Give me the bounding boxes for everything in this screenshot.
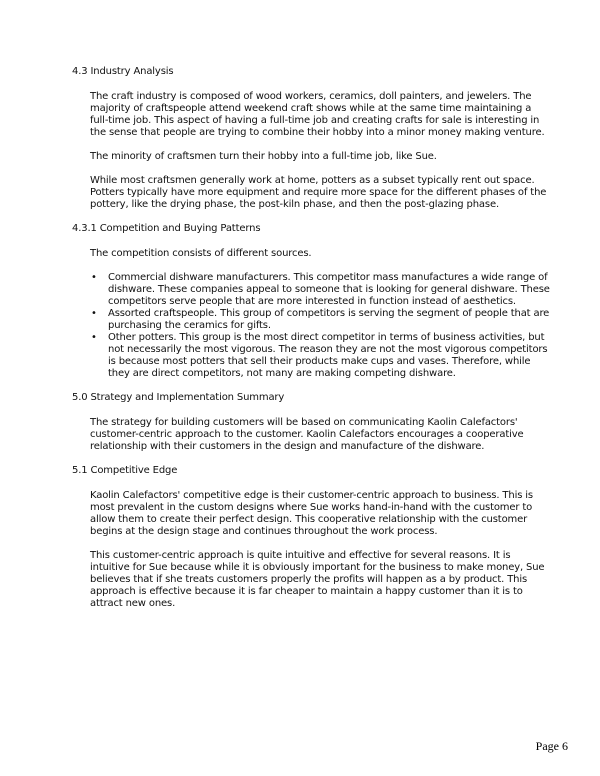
section-strategy-implementation: [72, 392, 552, 453]
section-body: [90, 490, 552, 610]
page-number: Page 6: [535, 739, 568, 753]
section-heading: 4.3.1 Competition and Buying Patterns: [72, 223, 261, 234]
list-item-text: Assorted craftspeople. This group of competitors is serving the segment of people that are purchasing the ceramics for gifts.: [108, 308, 550, 331]
paragraph: The minority of craftsmen turn their hobby into a full-time job, like Sue.: [90, 151, 437, 162]
paragraph: Kaolin Calefactors' competitive edge is their customer-centric approach to business. This is most prevalent in the custom designs where Sue works hand-in-hand with the customer to allow them to create their perfect design. This cooperative relationship with the customer begins at the design stage and continues throughout the work process.: [90, 490, 533, 537]
list-item: [90, 308, 552, 332]
list-item-text: Other potters. This group is the most direct competitor in terms of business activities, but not necessarily the most vigorous. The reason they are not the most vigorous competitors is because most potters that sell their products make cups and vases. Therefore, while they are direct competitors, not many are making competing dishware.: [108, 332, 548, 379]
competitor-list: [90, 272, 552, 380]
section-competitive-edge: [72, 465, 552, 610]
section-body: [90, 417, 552, 453]
section-heading: 4.3 Industry Analysis: [72, 66, 174, 77]
list-item: [90, 332, 552, 380]
paragraph: The craft industry is composed of wood workers, ceramics, doll painters, and jewelers. The majority of craftspeople attend weekend craft shows while at the same time maintaining a full-time job. This aspect of having a full-time job and creating crafts for sale is interesting in the sense that people are trying to combine their hobby into a minor money making venture.: [90, 91, 545, 138]
list-item-text: Commercial dishware manufacturers. This competitor mass manufactures a wide range of dishware. These companies appeal to someone that is looking for general dishware. These competitors serve people that are more interested in function instead of aesthetics.: [108, 272, 550, 307]
list-item: [90, 272, 552, 308]
paragraph: This customer-centric approach is quite intuitive and effective for several reasons. It is intuitive for Sue because while it is obviously important for the business to make money, Sue believes that if she treats customers properly the profits will happen as a by product. This approach is effective because it is far cheaper to maintain a happy customer than it is to attract new ones.: [90, 550, 545, 609]
bullet-icon: •: [91, 272, 97, 283]
section-industry-analysis: [72, 66, 552, 211]
bullet-icon: •: [91, 308, 97, 319]
bullet-icon: •: [91, 332, 97, 343]
section-heading: 5.0 Strategy and Implementation Summary: [72, 392, 285, 403]
section-body: [90, 91, 552, 211]
page-content: [72, 66, 552, 622]
section-body: [90, 248, 552, 380]
paragraph: The strategy for building customers will be based on communicating Kaolin Calefactors' customer-centric approach to the customer. Kaolin Calefactors encourages a cooperative relationship with their customers in the design and manufacture of the dishware.: [90, 417, 524, 452]
section-competition-buying-patterns: [72, 223, 552, 380]
paragraph: The competition consists of different sources.: [90, 248, 312, 259]
section-heading: 5.1 Competitive Edge: [72, 465, 178, 476]
paragraph: While most craftsmen generally work at home, potters as a subset typically rent out space. Potters typically have more equipment and require more space for the different phases of the pottery, like the drying phase, the post-kiln phase, and then the post-glazing phase.: [90, 175, 547, 210]
